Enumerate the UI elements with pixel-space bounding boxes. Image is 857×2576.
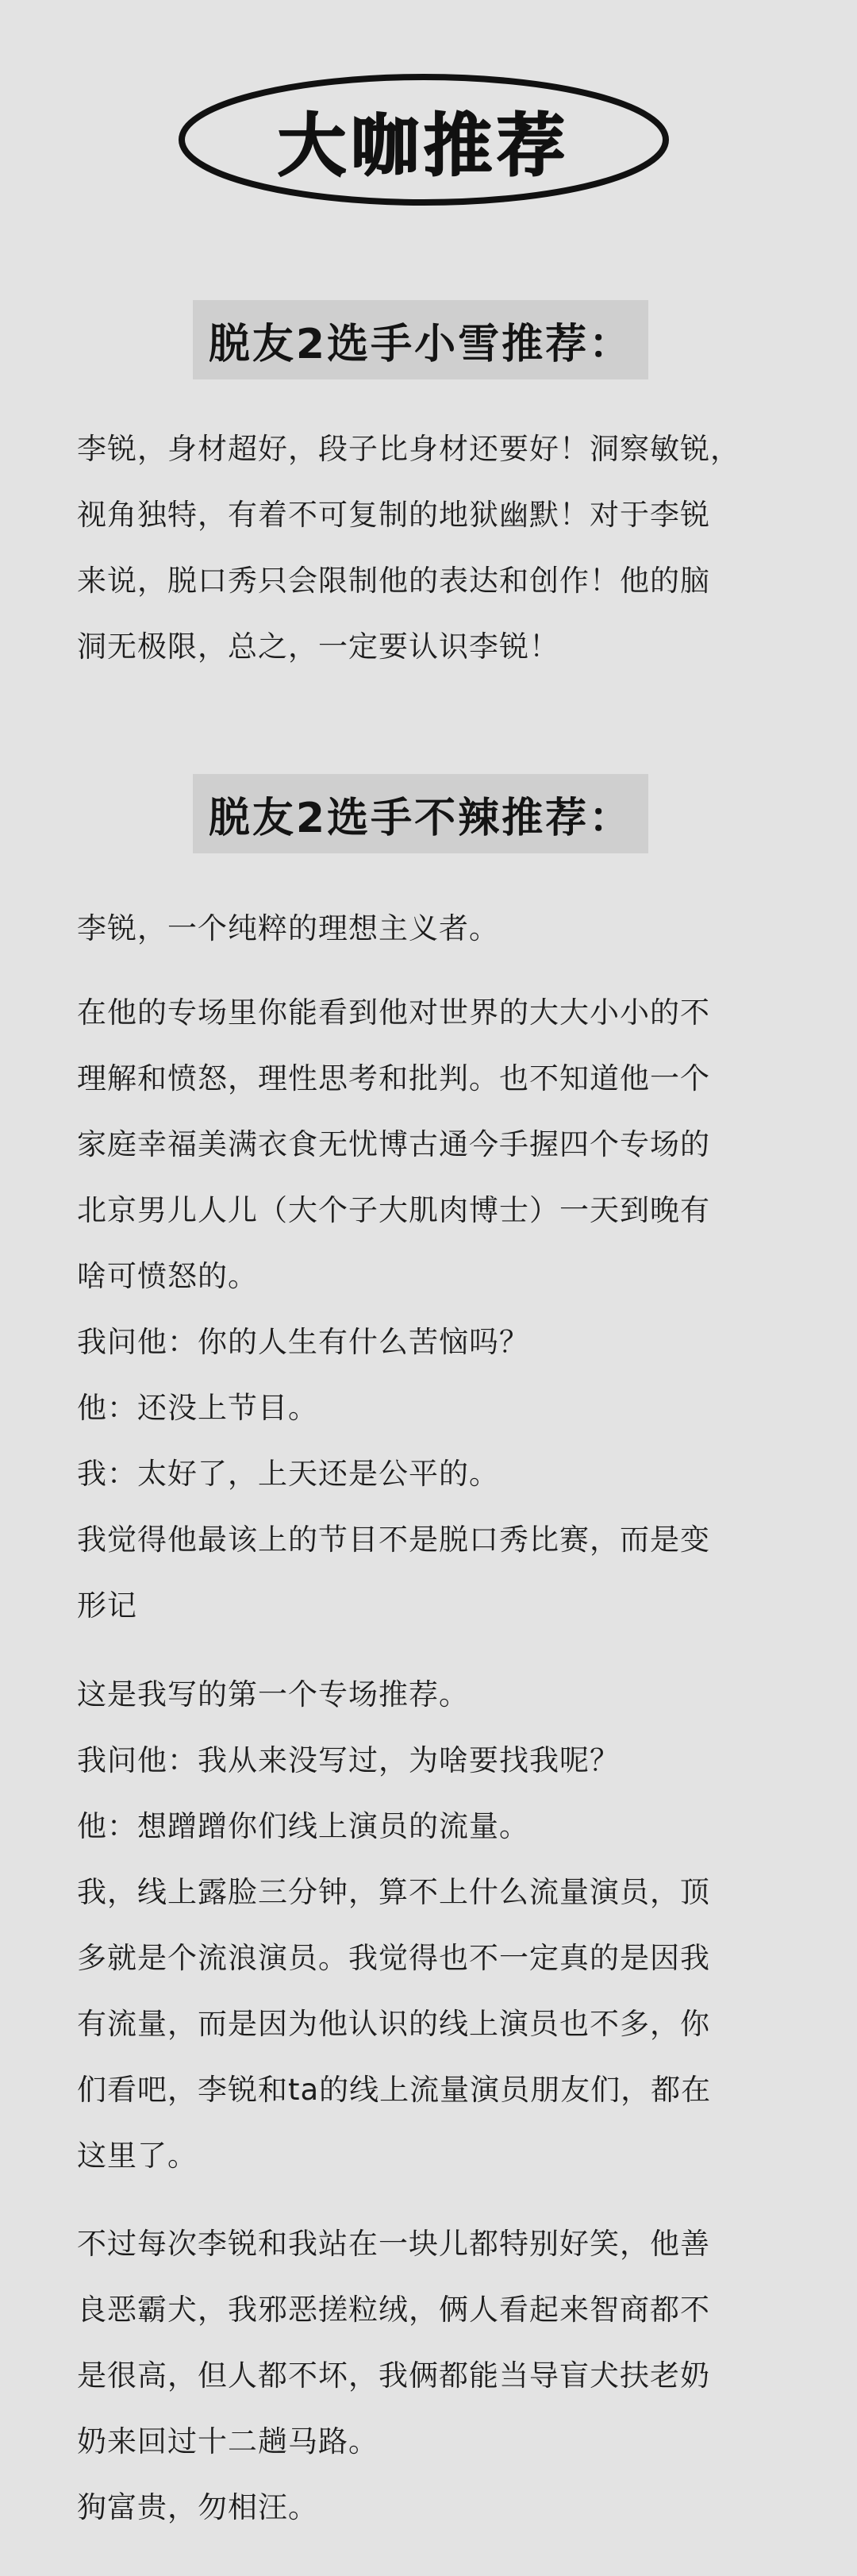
text-line: 我，线上露脸三分钟，算不上什么流量演员，顶 xyxy=(77,1875,710,1909)
text-line: 他：想蹭蹭你们线上演员的流量。 xyxy=(77,1809,529,1843)
page-title: 大咖推荐 xyxy=(278,106,570,186)
text-line: 家庭幸福美满衣食无忧博古通今手握四个专场的 xyxy=(77,1127,710,1161)
text-line: 我：太好了，上天还是公平的。 xyxy=(77,1457,499,1491)
section-heading-xiaoxue: 脱友2选手小雪推荐： xyxy=(193,300,648,379)
text-line: 我问他：我从来没写过，为啥要找我呢？ xyxy=(77,1743,620,1777)
text-line: 啥可愤怒的。 xyxy=(77,1259,258,1293)
text-line: 视角独特，有着不可复制的地狱幽默！对于李锐 xyxy=(77,498,710,532)
recommendation-xiaoxue xyxy=(77,416,782,680)
text-line: 这里了。 xyxy=(77,2139,198,2173)
text-line: 洞无极限，总之，一定要认识李锐！ xyxy=(77,630,559,664)
recommendation-bula-paragraph xyxy=(77,980,782,1638)
section-heading-bula: 脱友2选手不辣推荐： xyxy=(193,774,648,853)
text-line: 我问他：你的人生有什么苦恼吗？ xyxy=(77,1325,529,1359)
recommendation-bula-paragraph xyxy=(77,1662,782,2189)
text-line: 形记 xyxy=(77,1588,137,1623)
text-line: 们看吧，李锐和ta的线上流量演员朋友们，都在 xyxy=(77,2073,712,2107)
text-line: 北京男儿人儿（大个子大肌肉博士）一天到晚有 xyxy=(77,1193,710,1227)
text-line: 这是我写的第一个专场推荐。 xyxy=(77,1677,469,1712)
text-line: 来说，脱口秀只会限制他的表达和创作！他的脑 xyxy=(77,564,710,598)
text-line: 李锐，身材超好，段子比身材还要好！洞察敏锐， xyxy=(77,432,740,466)
text-line: 良恶霸犬，我邪恶搓粒绒，俩人看起来智商都不 xyxy=(77,2293,710,2327)
text-line: 李锐，一个纯粹的理想主义者。 xyxy=(77,911,499,945)
text-line: 理解和愤怒，理性思考和批判。也不知道他一个 xyxy=(77,1061,710,1095)
text-line: 我觉得他最该上的节目不是脱口秀比赛，而是变 xyxy=(77,1523,710,1557)
text-line: 不过每次李锐和我站在一块儿都特别好笑，他善 xyxy=(77,2227,710,2261)
recommendation-bula-intro xyxy=(77,895,782,961)
text-line: 有流量，而是因为他认识的线上演员也不多，你 xyxy=(77,2007,710,2041)
title-badge xyxy=(178,73,670,206)
text-line: 是很高，但人都不坏，我俩都能当导盲犬扶老奶 xyxy=(77,2358,710,2393)
recommendation-bula-paragraph xyxy=(77,2211,782,2540)
text-line: 奶来回过十二趟马路。 xyxy=(77,2424,379,2459)
text-line: 多就是个流浪演员。我觉得也不一定真的是因我 xyxy=(77,1941,710,1975)
text-line: 他：还没上节目。 xyxy=(77,1391,318,1425)
text-line: 狗富贵，勿相汪。 xyxy=(77,2490,318,2524)
text-line: 在他的专场里你能看到他对世界的大大小小的不 xyxy=(77,995,710,1030)
